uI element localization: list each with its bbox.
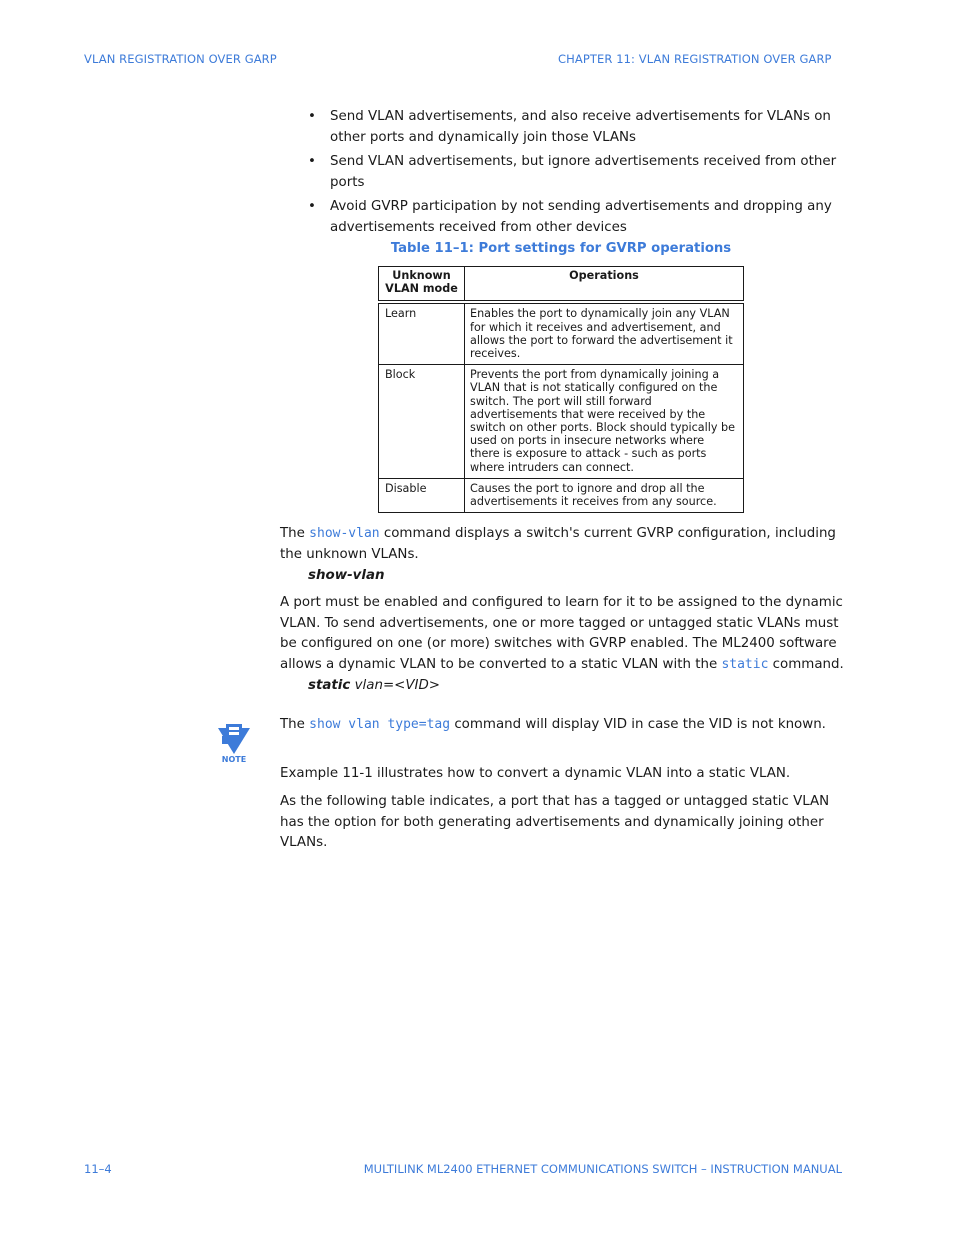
note-label: NOTE (221, 755, 247, 764)
footer-title: MULTILINK ML2400 ETHERNET COMMUNICATIONS SWITCH – INSTRUCTION MANUAL (363, 1162, 842, 1176)
column-header-operations: Operations (465, 267, 744, 303)
mode-cell: Learn (379, 302, 465, 364)
table-row (379, 365, 744, 479)
mode-cell: Disable (379, 478, 465, 512)
table-caption: Table 11–1: Port settings for GVRP operations (390, 241, 732, 256)
mode-cell: Block (379, 365, 465, 479)
list-item: • Send VLAN advertisements, and also receive advertisements for VLANs on other ports and dynamically join those VLANs (308, 109, 831, 145)
bullet-icon: • (308, 109, 316, 124)
command-static-vlan: static vlan=<VID> (308, 678, 441, 693)
code-show-vlan-type-tag: show vlan type=tag (309, 717, 451, 732)
note-text: The show vlan type=tag command will display VID in case the VID is not known. (280, 717, 826, 732)
page-number: 11–4 (84, 1162, 112, 1176)
gvrp-settings-table (378, 266, 744, 513)
operations-cell: Causes the port to ignore and drop all the advertisements it receives from any source. (465, 478, 744, 512)
command-show-vlan: show-vlan (308, 568, 385, 583)
paragraph-show-vlan: The show-vlan command displays a switch's current GVRP configuration, including the unknown VLANs. (280, 526, 836, 562)
table-header-row (379, 267, 744, 303)
column-header-mode: Unknown VLAN mode (379, 267, 465, 303)
paragraph-example: Example 11-1 illustrates how to convert a dynamic VLAN into a static VLAN. (280, 766, 791, 781)
code-static: static (721, 656, 769, 672)
bullet-icon: • (308, 199, 316, 214)
operations-cell: Enables the port to dynamically join any VLAN for which it receives and advertisement, and allows the port to forward the advertisement it receives. (465, 302, 744, 364)
operations-cell: Prevents the port from dynamically joining a VLAN that is not statically configured on the switch. The port will still forward advertisements that were received by the switch on other ports. Block should typically be used on ports in insecure networks where there is exposure to attack - such as ports where intruders can connect. (465, 365, 744, 479)
table-row (379, 302, 744, 364)
bullet-list (307, 107, 847, 242)
running-header-right: CHAPTER 11: VLAN REGISTRATION OVER GARP (558, 52, 832, 66)
list-item: • Send VLAN advertisements, but ignore advertisements received from other ports (308, 154, 837, 190)
bullet-icon: • (308, 154, 316, 169)
paragraph-dynamic-vlan: A port must be enabled and configured to learn for it to be assigned to the dynamic VLAN. To send advertisements, one or more tagged or untagged static VLANs must be configured on one (or more) switches with GVRP enabled. The ML2400 software allows a dynamic VLAN to be converted to a static VLAN with the static command. (280, 595, 844, 672)
table-row (379, 478, 744, 512)
paragraph-table-intro: As the following table indicates, a port that has a tagged or untagged static VLAN has the option for both generating advertisements and dynamically joining other VLANs. (280, 794, 830, 850)
list-item: • Avoid GVRP participation by not sending advertisements and dropping any advertisements received from other devices (308, 199, 832, 235)
running-header-left: VLAN REGISTRATION OVER GARP (84, 52, 277, 66)
code-show-vlan: show-vlan (309, 526, 380, 541)
